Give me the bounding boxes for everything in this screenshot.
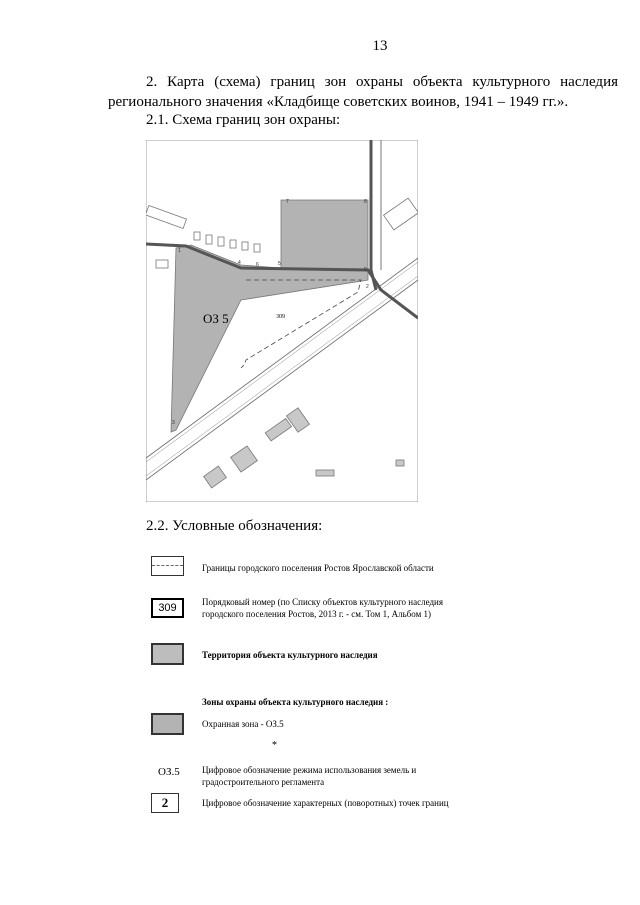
legend-protection-zone-text: Охранная зона - ОЗ.5 [202, 719, 284, 729]
legend-object-number-text: Порядковый номер (по Списку объектов культурного наследия городского поселения Ростов, 2013 г. - см. Том 1, Альбом 1) [202, 597, 444, 619]
zone-map [146, 140, 418, 502]
legend-zones-heading: Зоны охраны объекта культурного наследия : [202, 697, 389, 707]
point-label: 8 [364, 199, 367, 205]
legend-point-number-text: Цифровое обозначение характерных (поворотных) точек границ [202, 798, 449, 808]
zone-label: ОЗ 5 [203, 311, 229, 326]
point-label: 7 [286, 199, 289, 205]
object-number-label: 309 [276, 314, 285, 320]
legend-city-boundary-text: Границы городского поселения Ростов Ярославской области [202, 563, 434, 573]
subsection-scheme-heading: 2.1. Схема границ зон охраны: [146, 112, 341, 128]
legend-heritage-territory-text: Территория объекта культурного наследия [202, 650, 378, 660]
page-number: 13 [372, 38, 388, 54]
legend-asterisk: * [272, 740, 277, 751]
point-label: 1 [178, 248, 181, 254]
legend-point-number-symbol: 2 [151, 793, 179, 813]
section-title: 2. Карта (схема) границ зон охраны объекта культурного наследия регионального значения «Кладбище советских воинов, 1941 – 1949 гг.». [108, 74, 618, 110]
subsection-legend-heading: 2.2. Условные обозначения: [146, 518, 323, 534]
point-label: 5 [278, 261, 281, 267]
legend-object-number-symbol: 309 [151, 598, 184, 618]
point-label: 4 [238, 260, 241, 266]
legend-zone-code-text: Цифровое обозначение режима использования земель и градостроительного регламента [202, 765, 417, 787]
legend-zone-code-symbol: ОЗ.5 [158, 766, 180, 778]
legend-protection-zone-symbol [151, 713, 184, 735]
point-label: 2 [366, 284, 369, 290]
point-label: 6 [256, 262, 259, 268]
legend-heritage-territory-symbol [151, 643, 184, 665]
legend-city-boundary-symbol [151, 556, 184, 576]
point-label: 3 [172, 420, 175, 426]
point-label: 9 [364, 267, 367, 273]
